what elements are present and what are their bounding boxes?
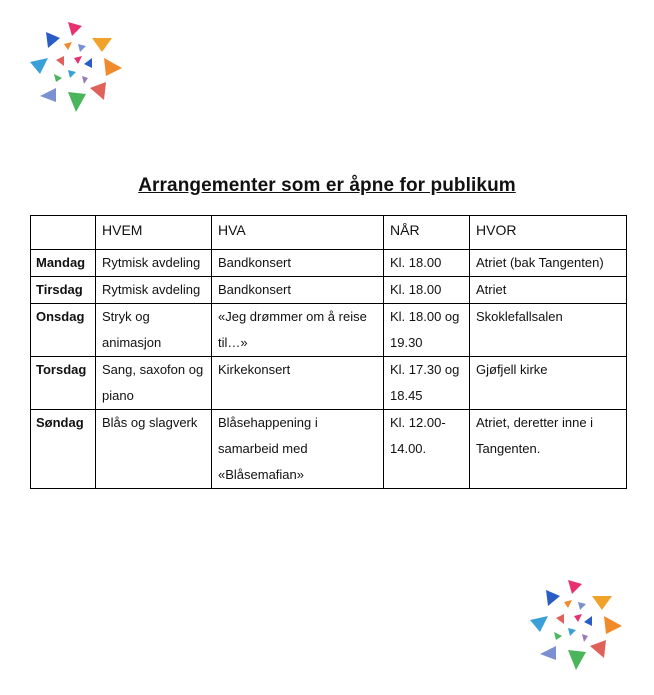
header-where: HVOR <box>470 216 627 250</box>
header-who: HVEM <box>96 216 212 250</box>
cell-where: Skoklefallsalen <box>470 304 627 357</box>
cell-day: Tirsdag <box>31 277 96 304</box>
table-header-row <box>31 216 627 250</box>
cell-when: Kl. 17.30 og 18.45 <box>384 357 470 410</box>
cell-who: Rytmisk avdeling <box>96 277 212 304</box>
cell-what: Bandkonsert <box>212 250 384 277</box>
cell-who: Stryk og animasjon <box>96 304 212 357</box>
header-day <box>31 216 96 250</box>
table-row <box>31 410 627 489</box>
confetti-logo-bottom <box>528 574 628 674</box>
cell-who: Rytmisk avdeling <box>96 250 212 277</box>
cell-what: «Jeg drømmer om å reise til…» <box>212 304 384 357</box>
confetti-logo-top <box>28 16 128 116</box>
table-row <box>31 304 627 357</box>
cell-where: Atriet (bak Tangenten) <box>470 250 627 277</box>
cell-what: Blåsehappening i samarbeid med «Blåsemafian» <box>212 410 384 489</box>
cell-who: Blås og slagverk <box>96 410 212 489</box>
cell-who: Sang, saxofon og piano <box>96 357 212 410</box>
cell-when: Kl. 18.00 og 19.30 <box>384 304 470 357</box>
header-what: HVA <box>212 216 384 250</box>
table-row <box>31 277 627 304</box>
table-row <box>31 357 627 410</box>
cell-what: Bandkonsert <box>212 277 384 304</box>
cell-where: Gjøfjell kirke <box>470 357 627 410</box>
document-title: Arrangementer som er åpne for publikum <box>138 175 516 196</box>
cell-when: Kl. 18.00 <box>384 250 470 277</box>
cell-day: Mandag <box>31 250 96 277</box>
cell-day: Søndag <box>31 410 96 489</box>
events-table <box>30 215 627 489</box>
cell-when: Kl. 12.00-14.00. <box>384 410 470 489</box>
table-row <box>31 250 627 277</box>
cell-what: Kirkekonsert <box>212 357 384 410</box>
cell-day: Onsdag <box>31 304 96 357</box>
cell-where: Atriet <box>470 277 627 304</box>
cell-where: Atriet, deretter inne i Tangenten. <box>470 410 627 489</box>
header-when: NÅR <box>384 216 470 250</box>
cell-when: Kl. 18.00 <box>384 277 470 304</box>
cell-day: Torsdag <box>31 357 96 410</box>
